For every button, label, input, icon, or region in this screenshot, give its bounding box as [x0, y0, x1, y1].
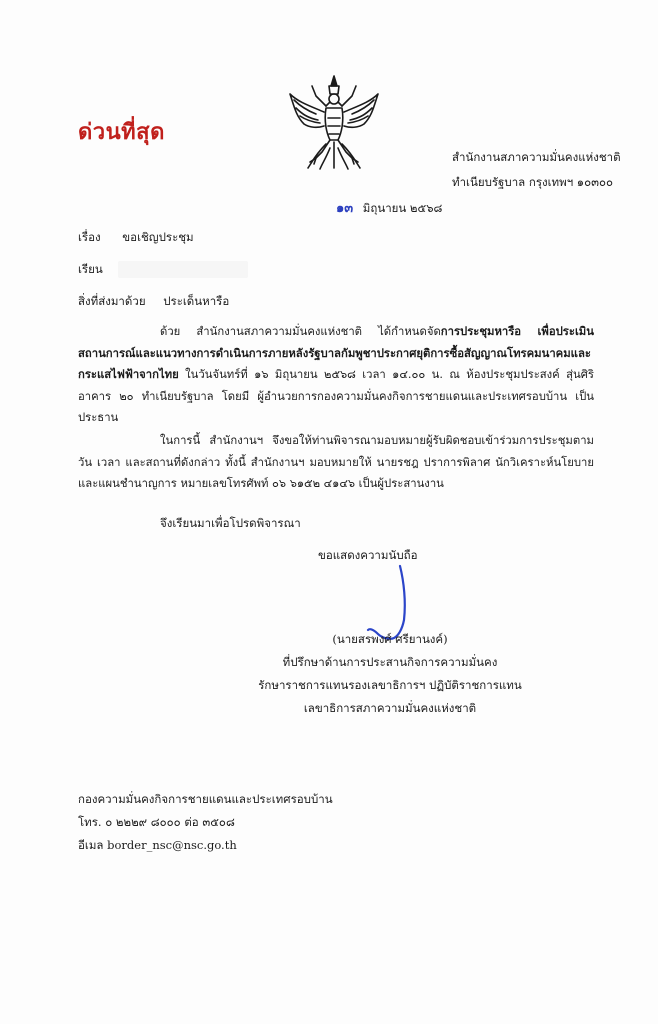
enclosure-label: สิ่งที่ส่งมาด้วย — [78, 294, 146, 308]
paragraph2-text: ในการนี้ สำนักงานฯ จึงขอให้ท่านพิจารณามอบหมายผู้รับผิดชอบเข้าร่วมการประชุมตาม วัน เวลา และสถานที่ดังกล่าว ทั้งนี้ สำนักงานฯ มอบหมายให้ นายรชฎ ปราการพิลาศ นักวิเคราะห์นโยบายและแผนชำนาญการ หมายเลขโทรศัพท์ ๐๖ ๖๑๕๒ ๔๑๔๖ เป็นผู้ประสานงาน — [78, 434, 594, 490]
signer-title-3: เลขาธิการสภาความมั่นคงแห่งชาติ — [303, 701, 477, 715]
footer-phone: โทร. ๐ ๒๒๒๙ ๘๐๐๐ ต่อ ๓๕๐๘ — [78, 815, 235, 829]
body-paragraph-2 — [78, 430, 594, 495]
regards-line: ขอแสดงความนับถือ — [318, 548, 418, 562]
recipient-line — [78, 261, 117, 279]
signature-block — [220, 628, 560, 720]
redacted-recipient — [118, 261, 248, 278]
date-day: ๑๓ — [336, 201, 354, 216]
paragraph1-meeting-title: การประชุมหารือ เพื่อประเมินสถานการณ์และแนวทางการดำเนินการภายหลังรัฐบาลกัมพูชาประกาศยุติการซื้อสัญญาณโทรคมนาคมและกระแสไฟฟ้าจากไทย — [78, 324, 594, 381]
signer-title-1: ที่ปรึกษาด้านการประสานกิจการความมั่นคง — [282, 655, 498, 669]
contact-footer — [78, 788, 333, 857]
sender-location: ทำเนียบรัฐบาล กรุงเทพฯ ๑๐๓๐๐ — [452, 175, 614, 189]
subject-line — [78, 229, 194, 247]
footer-email: อีเมล border_nsc@nsc.go.th — [78, 838, 237, 852]
body-paragraph-1 — [78, 321, 594, 429]
date-month-year: มิถุนายน ๒๕๖๘ — [362, 201, 443, 215]
signer-name: (นายสรพงศ์ ศรียานงค์) — [332, 632, 448, 646]
urgency-heading: ด่วนที่สุด — [78, 120, 165, 145]
closing-line: จึงเรียนมาเพื่อโปรดพิจารณา — [160, 516, 301, 530]
sender-address — [452, 145, 621, 195]
subject-value: ขอเชิญประชุม — [122, 230, 194, 244]
enclosure-line — [78, 293, 229, 311]
sender-office: สำนักงานสภาความมั่นคงแห่งชาติ — [452, 150, 621, 164]
letter-date — [336, 197, 442, 218]
paragraph1-details: ในวันจันทร์ที่ ๑๖ มิถุนายน ๒๕๖๘ เวลา ๑๔.๐๐ น. ณ ห้องประชุมประสงค์ สุ่นศิริ อาคาร ๒๐ ทำเนียบรัฐบาล โดยมี ผู้อำนวยการกองความมั่นคงกิจการชายแดนและประเทศรอบบ้าน เป็นประธาน — [78, 368, 594, 424]
paragraph1-intro: ด้วย สำนักงานสภาความมั่นคงแห่งชาติ ได้กำหนดจัด — [160, 325, 441, 338]
signer-title-2: รักษาราชการแทนรองเลขาธิการฯ ปฏิบัติราชการแทน — [258, 678, 522, 692]
subject-label: เรื่อง — [78, 230, 101, 244]
garuda-emblem-icon — [286, 72, 382, 172]
footer-department: กองความมั่นคงกิจการชายแดนและประเทศรอบบ้าน — [78, 792, 333, 806]
enclosure-value: ประเด็นหารือ — [163, 294, 230, 308]
recipient-label: เรียน — [78, 262, 103, 276]
